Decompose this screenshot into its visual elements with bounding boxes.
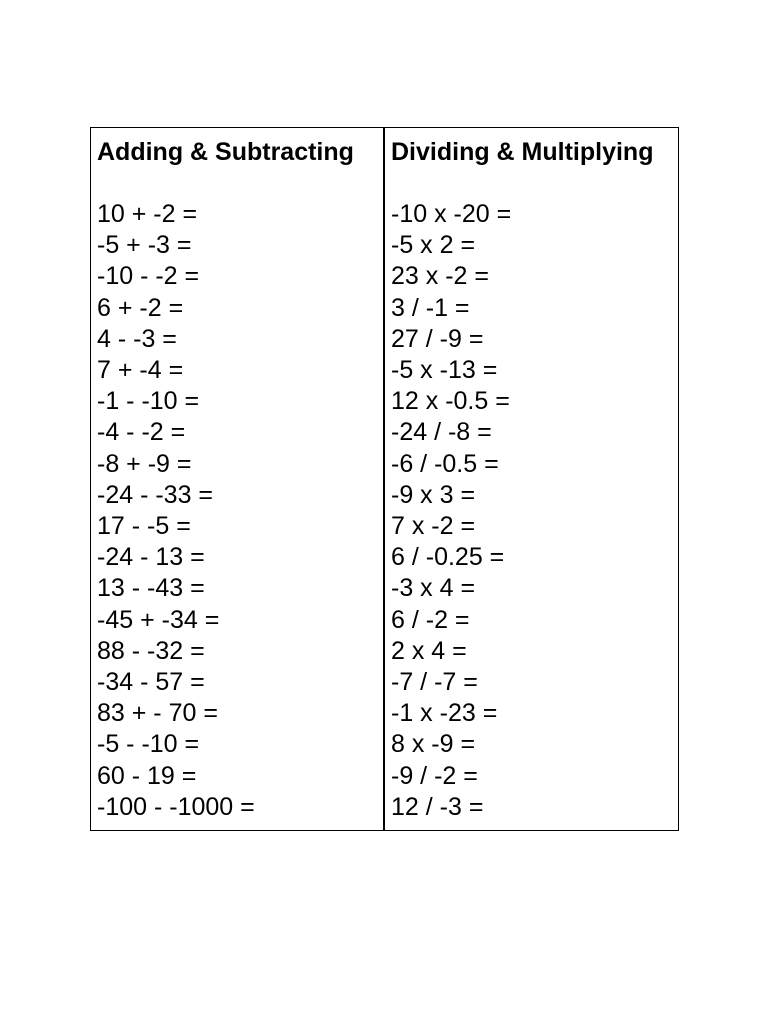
- problem-item: 6 / -2 =: [391, 605, 470, 634]
- problem-item: -6 / -0.5 =: [391, 449, 499, 478]
- column-heading: Dividing & Multiplying: [391, 138, 654, 166]
- problem-item: 12 x -0.5 =: [391, 387, 510, 416]
- problem-item: 83 + - 70 =: [97, 699, 218, 728]
- problem-item: 3 / -1 =: [391, 293, 470, 322]
- problem-item: -24 - -33 =: [97, 480, 214, 509]
- problem-item: -24 / -8 =: [391, 418, 492, 447]
- problem-item: -10 - -2 =: [97, 262, 200, 291]
- column-heading: Adding & Subtracting: [97, 138, 354, 166]
- problem-item: -7 / -7 =: [391, 668, 478, 697]
- problem-item: -100 - -1000 =: [97, 792, 255, 821]
- problem-item: 10 + -2 =: [97, 200, 198, 228]
- problem-item: 4 - -3 =: [97, 324, 177, 353]
- problem-item: 8 x -9 =: [391, 730, 476, 759]
- problem-item: 60 - 19 =: [97, 761, 197, 790]
- problem-item: -9 / -2 =: [391, 761, 478, 790]
- problem-item: -5 + -3 =: [97, 231, 192, 260]
- problem-item: -34 - 57 =: [97, 668, 205, 697]
- problem-item: -3 x 4 =: [391, 574, 476, 603]
- problem-item: 7 x -2 =: [391, 512, 476, 541]
- problem-item: 23 x -2 =: [391, 262, 489, 291]
- problem-item: 17 - -5 =: [97, 512, 191, 541]
- problem-item: -9 x 3 =: [391, 480, 476, 509]
- problem-item: -5 - -10 =: [97, 730, 200, 759]
- worksheet-table: [90, 127, 679, 831]
- heading-spacer: [391, 168, 678, 199]
- problem-item: 6 + -2 =: [97, 293, 184, 322]
- problem-item: 7 + -4 =: [97, 356, 184, 385]
- problem-item: -45 + -34 =: [97, 605, 220, 634]
- problem-item: -1 - -10 =: [97, 387, 200, 416]
- dividing-multiplying-column: [385, 128, 678, 830]
- problem-item: 12 / -3 =: [391, 792, 484, 821]
- problem-item: 27 / -9 =: [391, 324, 484, 353]
- problem-list: [391, 199, 678, 823]
- heading-spacer: [97, 168, 383, 199]
- adding-subtracting-column: [91, 128, 385, 830]
- problem-item: 13 - -43 =: [97, 574, 205, 603]
- problem-item: -4 - -2 =: [97, 418, 186, 447]
- problem-item: -8 + -9 =: [97, 449, 192, 478]
- problem-item: -5 x 2 =: [391, 231, 476, 260]
- problem-item: -24 - 13 =: [97, 543, 205, 572]
- problem-item: 2 x 4 =: [391, 636, 467, 665]
- problem-item: -1 x -23 =: [391, 699, 498, 728]
- problem-item: -10 x -20 =: [391, 200, 512, 228]
- problem-item: -5 x -13 =: [391, 356, 498, 385]
- problem-item: 6 / -0.25 =: [391, 543, 505, 572]
- problem-list: [97, 199, 383, 823]
- problem-item: 88 - -32 =: [97, 636, 205, 665]
